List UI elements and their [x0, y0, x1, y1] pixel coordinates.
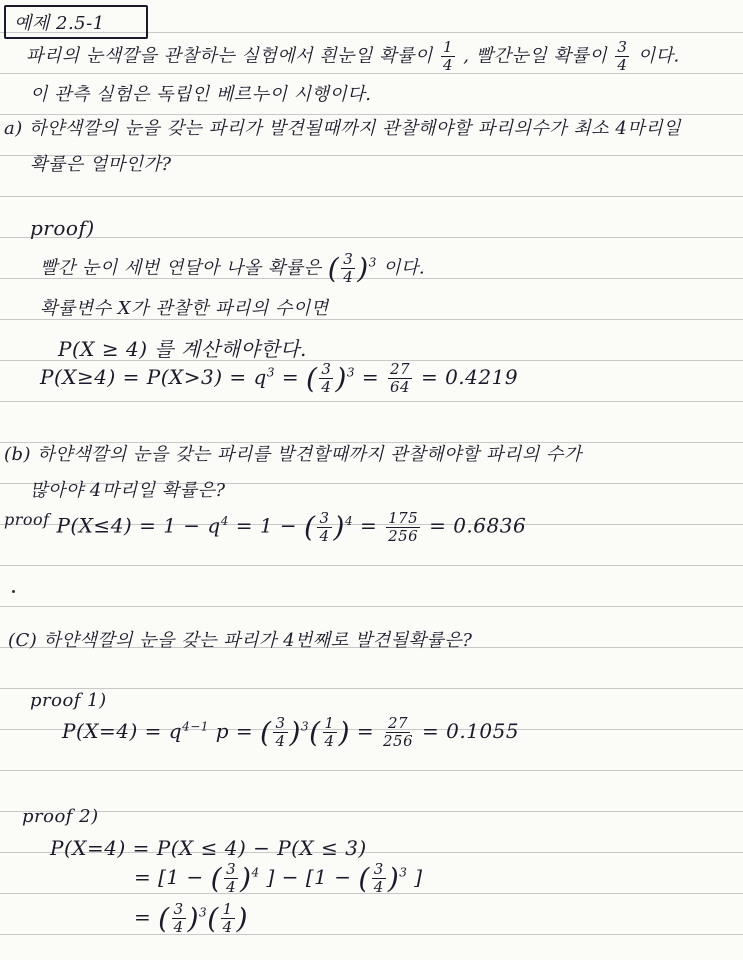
exponent: 3 [199, 905, 208, 920]
part-c-proof1-line [62, 716, 519, 749]
frac-num: 1 [443, 38, 454, 56]
frac-den: 4 [373, 878, 384, 896]
close-paren: ) [333, 510, 345, 544]
open-paren: ( [158, 902, 170, 935]
equation-text: = [356, 719, 375, 743]
problem-text-c: 이다. [637, 45, 680, 67]
part-b-question-2: 많아야 4마리일 확률은? [30, 480, 226, 501]
part-c-proof2-line-3 [134, 902, 248, 935]
equation-text: = [361, 365, 380, 389]
part-c-proof2-line-2 [134, 862, 423, 895]
equation-text: ] − [1 − [266, 865, 352, 889]
close-paren: ) [357, 252, 369, 285]
open-paren: ( [327, 252, 340, 285]
equation-text: = [359, 513, 378, 538]
exponent: 4 [220, 514, 229, 528]
exponent: 3 [266, 365, 275, 380]
fraction-175-256 [386, 508, 420, 545]
example-title-box [4, 5, 148, 39]
frac-den: 4 [319, 526, 330, 545]
open-paren: ( [309, 716, 321, 749]
frac-den: 4 [324, 732, 335, 750]
example-title: 예제 2.5-1 [14, 13, 105, 34]
part-a-question-1: a) 하얀색깔의 눈을 갖는 파리가 발견될때까지 관찰해야할 파리의수가 최소 4마리일 [4, 118, 682, 139]
problem-text-b: , 빨간눈일 확률이 [463, 45, 608, 67]
part-c-proof2-line-1: P(X=4) = P(X ≤ 4) − P(X ≤ 3) [50, 836, 367, 860]
frac-num: 3 [617, 38, 628, 56]
result-value: = 0.6836 [429, 513, 527, 538]
fraction-three-fourths [319, 362, 333, 395]
part-c-question: (C) 하얀색깔의 눈을 갖는 파리가 4번째로 발견될확률은? [8, 630, 473, 651]
frac-num: 3 [343, 250, 354, 268]
frac-num: 3 [275, 714, 286, 732]
frac-num: 3 [321, 360, 332, 378]
equation-text: P(X=4) = q [62, 719, 183, 743]
open-paren: ( [260, 716, 272, 749]
equation-text: = [281, 365, 300, 389]
part-c-proof2-label: proof 2) [22, 806, 99, 827]
frac-num: 27 [388, 714, 409, 732]
equation-text: = 1 − [235, 513, 298, 538]
equation-text: = [1 − [134, 865, 204, 889]
part-a-proof-label: proof) [30, 216, 95, 240]
part-b-question-1: (b) 하얀색깔의 눈을 갖는 파리를 발견할때까지 관찰해야할 파리의 수가 [4, 444, 582, 465]
fraction-one-fourth [221, 902, 235, 935]
part-a-question-2: 확률은 얼마인가? [30, 154, 172, 175]
exponent: 4 [344, 514, 354, 528]
exponent: 3 [300, 719, 310, 734]
close-paren: ) [387, 862, 400, 895]
open-paren: ( [304, 510, 316, 544]
fraction-three-fourths [341, 252, 355, 285]
close-paren: ) [338, 716, 351, 749]
frac-den: 4 [173, 918, 184, 936]
fraction-27-256 [383, 716, 413, 749]
part-b-proof-label: proof [4, 510, 50, 529]
frac-num: 27 [390, 360, 411, 378]
proof-text: 이다. [383, 257, 426, 279]
frac-num: 3 [173, 900, 184, 918]
open-paren: ( [358, 862, 370, 895]
fraction-three-fourths [224, 862, 238, 895]
part-b-proof-line [4, 510, 526, 544]
part-a-proof-line-3: P(X ≥ 4) 를 계산해야한다. [58, 337, 307, 361]
frac-den: 4 [226, 878, 237, 896]
close-paren: ) [236, 902, 249, 935]
close-paren: ) [335, 362, 347, 395]
exponent: 4 [251, 865, 260, 880]
equation-text: ] [414, 865, 423, 889]
exponent: 3 [399, 865, 408, 880]
part-a-proof-line-4 [40, 362, 518, 395]
open-paren: ( [207, 902, 219, 935]
problem-line-1 [26, 40, 680, 73]
fraction-white-eye [441, 40, 455, 73]
frac-den: 4 [443, 56, 454, 74]
frac-den: 64 [390, 378, 411, 396]
stray-mark [12, 590, 15, 593]
frac-num: 175 [388, 508, 419, 527]
open-paren: ( [210, 862, 223, 895]
frac-den: 256 [388, 526, 419, 545]
open-paren: ( [305, 362, 318, 395]
equation-text: P(X≤4) = 1 − q [56, 513, 221, 538]
frac-num: 3 [373, 860, 384, 878]
close-paren: ) [289, 716, 301, 749]
problem-text-a: 파리의 눈색깔을 관찰하는 실험에서 흰눈일 확률이 [26, 45, 433, 67]
frac-den: 4 [343, 268, 354, 286]
problem-line-2: 이 관측 실험은 독립인 베르누이 시행이다. [30, 84, 372, 105]
frac-num: 1 [324, 714, 335, 732]
proof-text: 빨간 눈이 세번 연달아 나올 확률은 [40, 257, 322, 279]
close-paren: ) [240, 862, 252, 895]
fraction-27-64 [388, 362, 412, 395]
equation-text: P(X≥4) = P(X>3) = q [40, 365, 267, 389]
frac-den: 4 [321, 378, 332, 396]
fraction-red-eye [615, 40, 629, 73]
frac-num: 3 [319, 508, 330, 527]
part-a-proof-line-1 [40, 252, 425, 285]
part-a-proof-line-2: 확률변수 X가 관찰한 파리의 수이면 [40, 298, 329, 319]
equation-text: p = [215, 719, 254, 743]
fraction-three-fourths [273, 716, 287, 749]
frac-den: 256 [383, 732, 414, 750]
frac-num: 1 [222, 900, 233, 918]
frac-den: 4 [222, 918, 233, 936]
frac-num: 3 [226, 860, 237, 878]
fraction-one-fourth [323, 716, 337, 749]
exponent: 3 [346, 365, 356, 380]
exponent: 4−1 [182, 719, 209, 734]
equation-text: = [134, 905, 152, 929]
frac-den: 4 [617, 56, 628, 74]
close-paren: ) [187, 902, 200, 935]
fraction-three-fourths [372, 862, 386, 895]
fraction-three-fourths [172, 902, 186, 935]
fraction-three-fourths [317, 508, 331, 545]
frac-den: 4 [275, 732, 286, 750]
exponent: 3 [368, 255, 377, 270]
part-c-proof1-label: proof 1) [30, 690, 107, 711]
result-value: = 0.1055 [422, 719, 520, 743]
result-value: = 0.4219 [420, 365, 519, 389]
